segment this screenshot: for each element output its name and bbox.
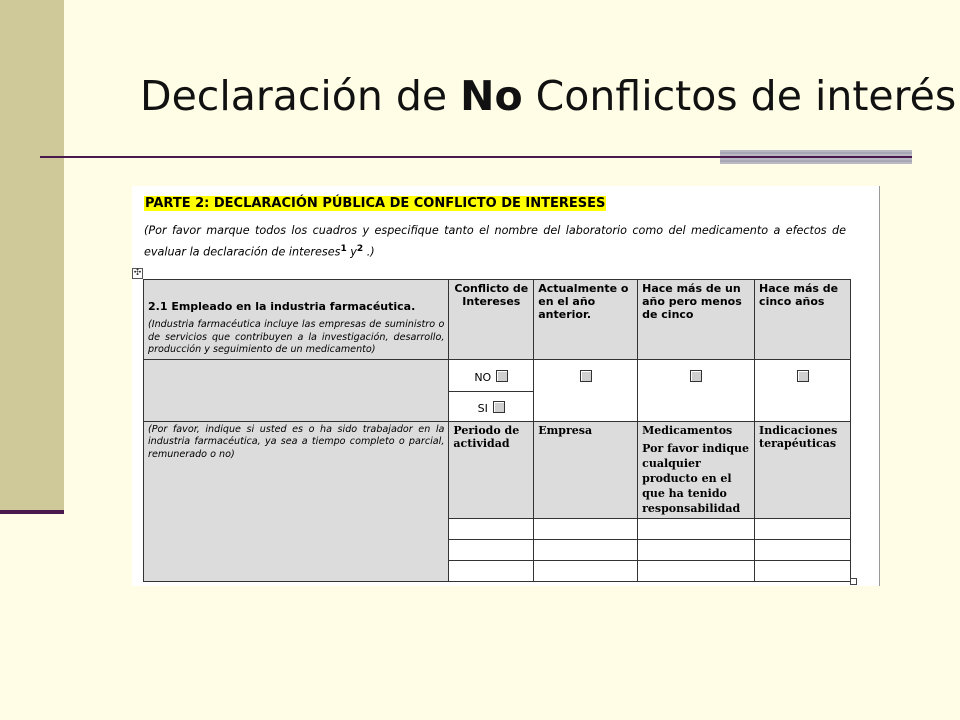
entry-periodo-2[interactable] [449,539,534,560]
periodo-label: Periodo de actividad [453,423,520,450]
document-header: PARTE 2: DECLARACIÓN PÚBLICA DE CONFLICTO DE INTERESES [145,196,606,211]
intro-y: y [346,245,357,259]
checkbox-si[interactable] [493,401,505,413]
document-intro [144,222,846,262]
detail-header-indicaciones [755,421,851,518]
conflict-table [143,279,851,582]
checkbox-actualmente[interactable] [580,370,592,382]
option-si-cell [449,391,534,421]
section-cell-continued [144,359,449,421]
side-decoration-bar [0,0,64,512]
title-text-2: Conflictos de interés [522,72,957,120]
entry-periodo-3[interactable] [449,560,534,581]
entry-medicamentos-2[interactable] [638,539,755,560]
entry-medicamentos-3[interactable] [638,560,755,581]
option-si-label: SI [477,401,488,415]
title-bold-word: No [460,72,523,120]
entry-indicaciones-1[interactable] [755,518,851,539]
intro-superscript-2: 2 [356,244,364,254]
detail-header-periodo [449,421,534,518]
col-header-actualmente: Actualmente o en el año anterior. [534,280,638,360]
entry-medicamentos-1[interactable] [638,518,755,539]
entry-empresa-3[interactable] [534,560,638,581]
side-accent-line [0,510,64,514]
detail-note-cell [144,421,449,581]
table-resize-handle[interactable] [850,578,857,585]
actualmente-cell [534,359,638,421]
table-move-icon[interactable]: ✣ [133,268,142,278]
intro-end: .) [363,245,375,259]
checkbox-no[interactable] [496,370,508,382]
medicamentos-label: Medicamentos [642,423,733,437]
cinco-cell [755,359,851,421]
checkbox-cinco[interactable] [797,370,809,382]
slide-title [140,72,956,120]
option-no-label: NO [474,370,492,384]
checkbox-hace-mas[interactable] [690,370,702,382]
section-note: (Industria farmacéutica incluye las empresas de suministro o de servicios que contribuyen a la investigación, desarrollo, producción y seguimiento de un medicamento) [148,319,445,355]
detail-header-empresa [534,421,638,518]
detail-note: (Por favor, indique si usted es o ha sido trabajador en la industria farmacéutica, ya sea a tiempo completo o parcial, remunerado o no) [148,423,445,460]
entry-indicaciones-3[interactable] [755,560,851,581]
document-edge [879,186,880,586]
indicaciones-label: Indicaciones terapéuticas [759,423,838,450]
embedded-document [132,186,880,586]
title-text-1: Declaración de [140,72,461,120]
hace-mas-cell [638,359,755,421]
section-cell [144,280,449,360]
entry-empresa-1[interactable] [534,518,638,539]
col-header-conflicto: Conflicto de Intereses [449,280,534,360]
col-header-cinco: Hace más de cinco años [755,280,851,360]
entry-periodo-1[interactable] [449,518,534,539]
intro-superscript-1: 1 [340,244,347,254]
entry-indicaciones-2[interactable] [755,539,851,560]
empresa-label: Empresa [538,423,593,437]
medicamentos-sub-label: Por favor indique cualquier producto en el que ha tenido responsabilidad [642,441,750,515]
option-no-cell [449,359,534,391]
col-header-hace-mas: Hace más de un año pero menos de cinco [638,280,755,360]
entry-empresa-2[interactable] [534,539,638,560]
intro-text: (Por favor marque todos los cuadros y especifique tanto el nombre del laboratorio como del medicamento a efectos de evaluar la declaración de intereses [144,224,846,259]
section-title: 2.1 Empleado en la industria farmacéutica. [148,300,416,313]
rule-accent-line [720,156,912,158]
detail-header-medicamentos [638,421,755,518]
